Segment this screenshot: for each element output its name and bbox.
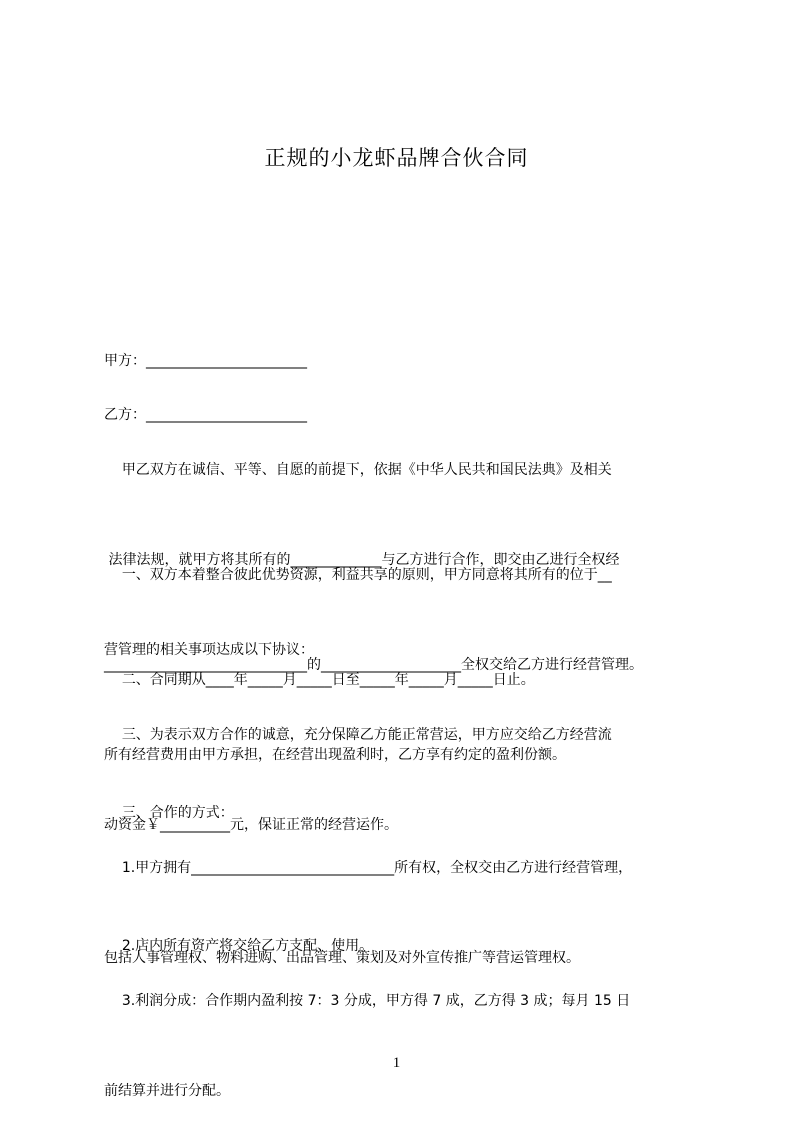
clause-3-line: 动资金￥__________元，保证正常的经营运作。 <box>104 817 398 833</box>
clause-3-line: 三、为表示双方合作的诚意，充分保障乙方能正常营运，甲方应交给乙方经营流 <box>104 727 612 743</box>
item-3-line: 前结算并进行分配。 <box>104 1083 230 1099</box>
page-number: 1 <box>392 1055 401 1071</box>
clause-2-line: 二、合同期从____年_____月_____日至_____年_____月_____日止。 <box>104 672 535 688</box>
item-3-line: 3.利润分成：合作期内盈利按 7：3 分成，甲方得 7 成，乙方得 3 成；每月 15 日 <box>104 993 631 1009</box>
item-3-paragraph <box>104 926 704 1136</box>
cooperation-heading-text: 三、合作的方式： <box>104 805 234 821</box>
preamble-line: 法律法规，就甲方将其所有的_____________与乙方进行合作，即交由乙进行全权经 <box>104 552 620 568</box>
item-2-line: 2.店内所有资产将交给乙方支配、使用。 <box>104 938 374 954</box>
clause-1-line: 一、双方本着整合彼此优势资源，利益共享的原则，甲方同意将其所有的位于__ <box>104 567 612 583</box>
party-b-text: 乙方：_______________________ <box>104 407 307 423</box>
clause-1-line: _____________________________的____________________全权交给乙方进行经营管理。 <box>104 657 643 673</box>
item-1-line: 1.甲方拥有_____________________________所有权，全权交由乙方进行经营管理， <box>104 860 633 876</box>
preamble-line: 营管理的相关事项达成以下协议： <box>104 642 314 658</box>
item-1-line: 包括人事管理权、物料进购、出品管理、策划及对外宣传推广等营运管理权。 <box>104 950 580 966</box>
preamble-line: 甲乙双方在诚信、平等、自愿的前提下，依据《中华人民共和国民法典》及相关 <box>104 462 612 478</box>
party-a-text: 甲方：_______________________ <box>104 353 307 369</box>
page-title: 正规的小龙虾品牌合伙合同 <box>264 146 529 170</box>
clause-1-line: 所有经营费用由甲方承担，在经营出现盈利时，乙方享有约定的盈利份额。 <box>104 747 566 763</box>
